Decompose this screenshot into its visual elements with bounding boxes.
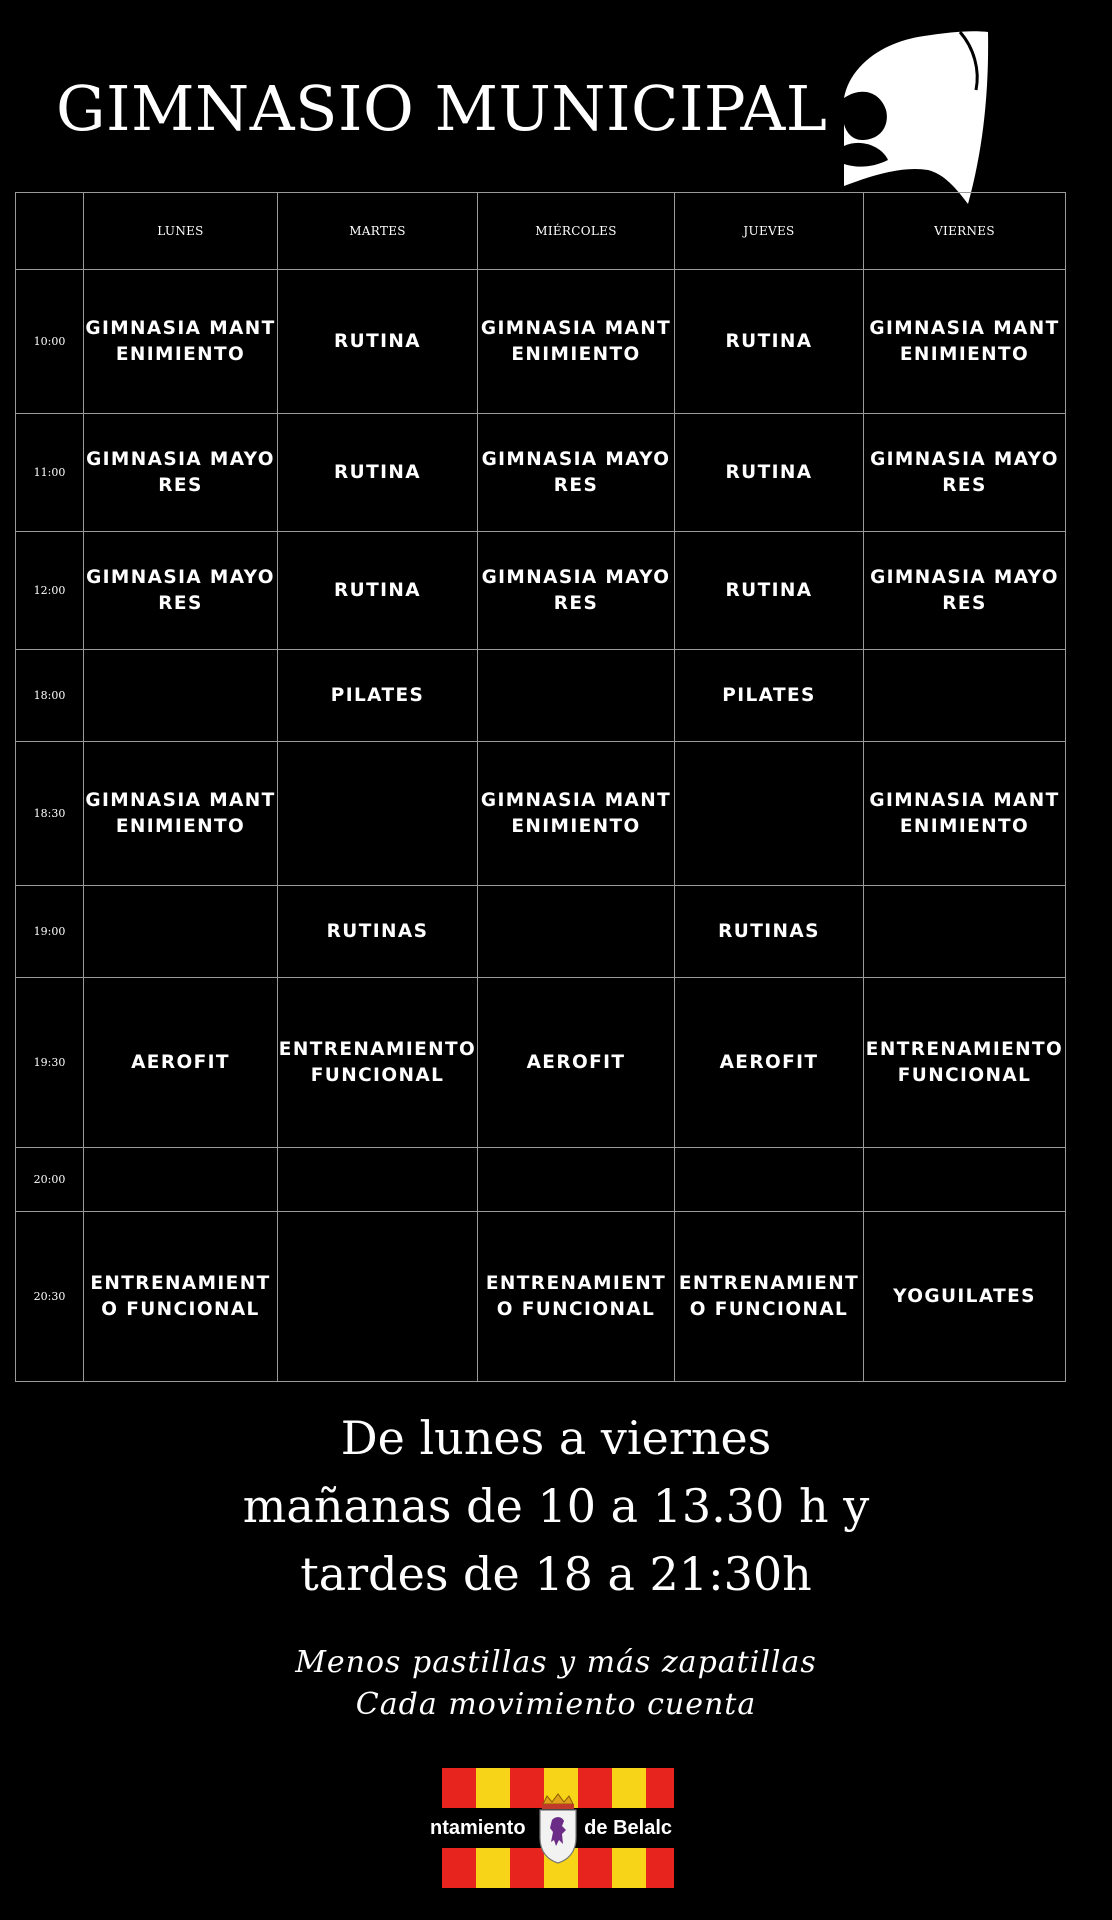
page-title: GIMNASIO MUNICIPAL — [56, 72, 828, 145]
day-header-jueves: JUEVES — [675, 193, 864, 270]
town-hall-text-left: ntamiento — [430, 1816, 526, 1839]
class-cell: PILATES — [675, 650, 864, 742]
day-header-viernes: VIERNES — [864, 193, 1066, 270]
class-cell: AEROFIT — [478, 978, 675, 1148]
schedule-row — [16, 742, 1066, 886]
time-header-cell — [16, 193, 84, 270]
class-cell: GIMNASIA MANTENIMIENTO — [864, 742, 1066, 886]
class-cell — [864, 886, 1066, 978]
slogan-line-2: Cada movimiento cuenta — [355, 1687, 757, 1722]
class-cell: RUTINA — [675, 270, 864, 414]
hours-line-afternoon: tardes de 18 a 21:30h — [300, 1547, 812, 1601]
town-hall-logo — [430, 1768, 674, 1888]
class-cell: ENTRENAMIENTO FUNCIONAL — [278, 978, 478, 1148]
class-cell: GIMNASIA MANTENIMIENTO — [84, 270, 278, 414]
class-cell — [675, 742, 864, 886]
class-cell — [84, 1148, 278, 1212]
class-cell: RUTINA — [278, 414, 478, 532]
class-cell — [478, 1148, 675, 1212]
class-cell: ENTRENAMIENTO FUNCIONAL — [84, 1212, 278, 1382]
slogan — [0, 1642, 1112, 1726]
hours-line-days: De lunes a viernes — [340, 1411, 772, 1465]
time-cell: 11:00 — [16, 414, 84, 532]
hours-line-morning: mañanas de 10 a 13.30 h y — [242, 1479, 870, 1533]
coat-of-arms-icon — [535, 1794, 581, 1864]
class-cell — [478, 886, 675, 978]
class-cell: RUTINAS — [278, 886, 478, 978]
schedule-row — [16, 414, 1066, 532]
class-cell: RUTINA — [675, 414, 864, 532]
schedule-row — [16, 532, 1066, 650]
day-header-martes: MARTES — [278, 193, 478, 270]
time-cell: 19:30 — [16, 978, 84, 1148]
class-cell: RUTINAS — [675, 886, 864, 978]
class-cell: GIMNASIA MAYORES — [864, 414, 1066, 532]
time-cell: 18:00 — [16, 650, 84, 742]
class-cell: ENTRENAMIENTO FUNCIONAL — [478, 1212, 675, 1382]
class-cell: RUTINA — [278, 532, 478, 650]
schedule-row — [16, 270, 1066, 414]
schedule-row — [16, 886, 1066, 978]
schedule-row — [16, 1148, 1066, 1212]
class-cell: GIMNASIA MANTENIMIENTO — [84, 742, 278, 886]
schedule-row — [16, 650, 1066, 742]
muscle-arm-logo-icon — [842, 28, 992, 206]
class-cell: GIMNASIA MAYORES — [84, 414, 278, 532]
time-cell: 10:00 — [16, 270, 84, 414]
class-cell: AEROFIT — [84, 978, 278, 1148]
class-cell — [278, 1148, 478, 1212]
class-cell: ENTRENAMIENTO FUNCIONAL — [864, 978, 1066, 1148]
class-cell — [278, 742, 478, 886]
class-cell: YOGUILATES — [864, 1212, 1066, 1382]
day-header-lunes: LUNES — [84, 193, 278, 270]
time-cell: 18:30 — [16, 742, 84, 886]
class-cell: ENTRENAMIENTO FUNCIONAL — [675, 1212, 864, 1382]
class-cell: GIMNASIA MANTENIMIENTO — [864, 270, 1066, 414]
class-cell: GIMNASIA MAYORES — [478, 532, 675, 650]
class-cell: PILATES — [278, 650, 478, 742]
class-cell — [675, 1148, 864, 1212]
schedule-table — [15, 192, 1066, 1382]
time-cell: 12:00 — [16, 532, 84, 650]
time-cell: 19:00 — [16, 886, 84, 978]
time-cell: 20:30 — [16, 1212, 84, 1382]
class-cell — [864, 650, 1066, 742]
time-cell: 20:00 — [16, 1148, 84, 1212]
class-cell: GIMNASIA MAYORES — [84, 532, 278, 650]
class-cell — [478, 650, 675, 742]
schedule-header-row — [16, 193, 1066, 270]
class-cell: RUTINA — [675, 532, 864, 650]
day-header-miercoles: MIÉRCOLES — [478, 193, 675, 270]
class-cell: GIMNASIA MANTENIMIENTO — [478, 742, 675, 886]
class-cell — [864, 1148, 1066, 1212]
class-cell: GIMNASIA MANTENIMIENTO — [478, 270, 675, 414]
schedule-row — [16, 978, 1066, 1148]
class-cell: GIMNASIA MAYORES — [478, 414, 675, 532]
town-hall-text-right: de Belalc — [584, 1816, 672, 1839]
class-cell: GIMNASIA MAYORES — [864, 532, 1066, 650]
class-cell — [84, 650, 278, 742]
class-cell — [84, 886, 278, 978]
schedule-row — [16, 1212, 1066, 1382]
class-cell: RUTINA — [278, 270, 478, 414]
class-cell — [278, 1212, 478, 1382]
slogan-line-1: Menos pastillas y más zapatillas — [295, 1645, 817, 1680]
opening-hours — [0, 1404, 1112, 1608]
class-cell: AEROFIT — [675, 978, 864, 1148]
